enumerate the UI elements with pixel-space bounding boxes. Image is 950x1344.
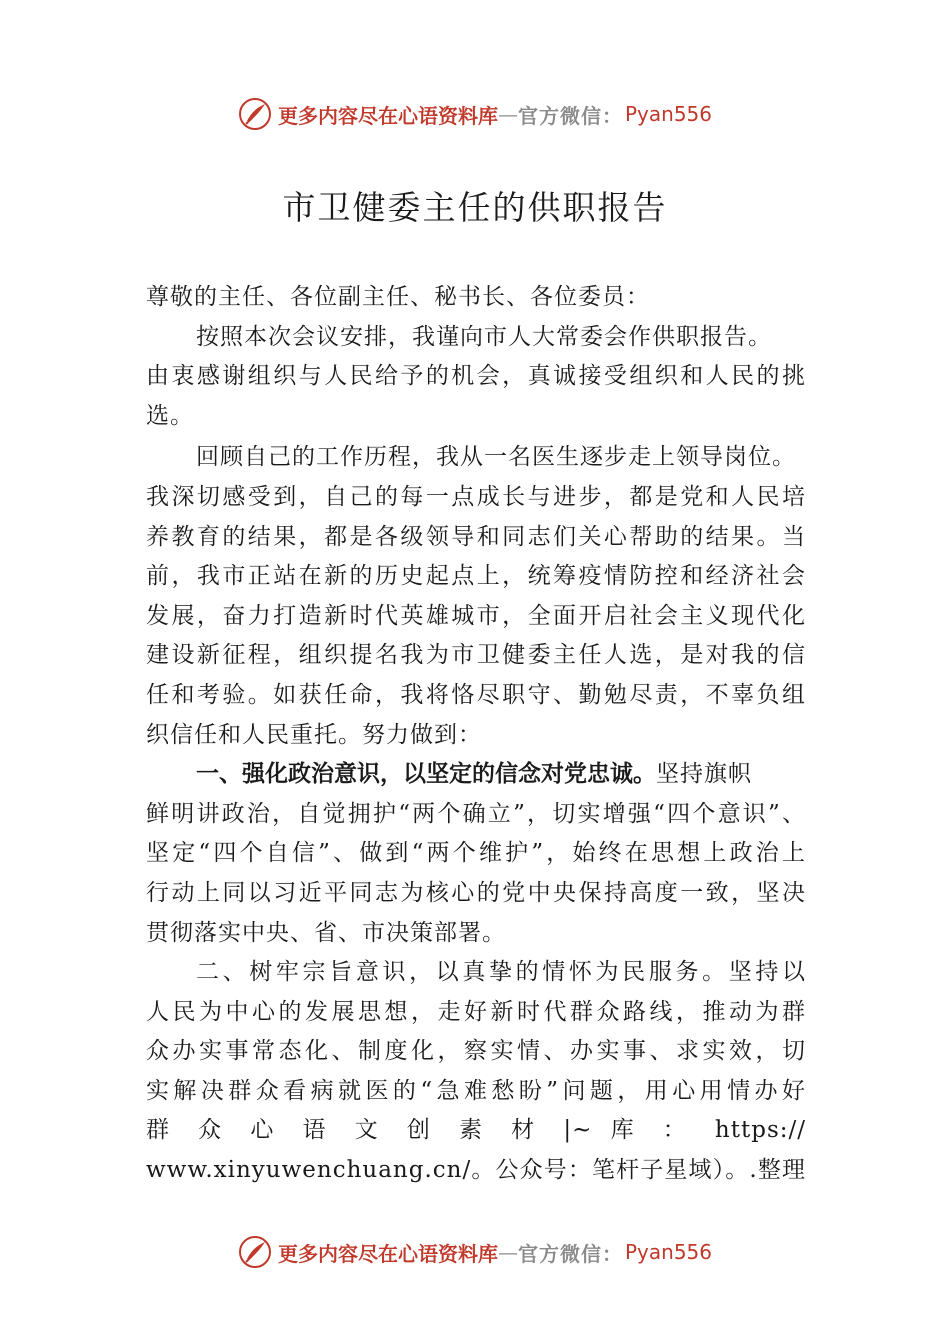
body-line: 众办实事常态化、制度化，察实情、办实事、求实效，切 — [146, 1038, 806, 1065]
body-line: 回顾自己的工作历程，我从一名医生逐步走上领导岗位。 — [196, 444, 796, 471]
quill-logo-icon — [238, 1235, 272, 1269]
salutation-line: 尊敬的主任、各位副主任、秘书长、各位委员： — [146, 284, 650, 310]
body-line: 建设新征程，组织提名我为市卫健委主任人选，是对我的信 — [146, 642, 806, 669]
section-one-heading: 一、强化政治意识，以坚定的信念对党忠诚。 — [196, 761, 656, 788]
banner-wechat-id: Pyan556 — [624, 1240, 712, 1264]
body-line: 发展，奋力打造新时代英雄城市，全面开启社会主义现代化 — [146, 602, 806, 629]
section-two-line: 二、树牢宗旨意识，以真挚的情怀为民服务。坚持以 — [196, 959, 806, 986]
section-one-lead-text: 坚持旗帜 — [656, 761, 752, 788]
body-line: 前，我市正站在新的历史起点上，统筹疫情防控和经济社会 — [146, 563, 806, 590]
body-line: 我深切感受到，自己的每一点成长与进步，都是党和人民培 — [146, 483, 806, 510]
banner-wechat-label: 官方微信： — [517, 103, 623, 128]
body-line: 由衷感谢组织与人民给予的机会，真诚接受组织和人民的挑 — [146, 363, 806, 390]
banner-wechat-label: 官方微信： — [517, 1241, 623, 1266]
top-banner — [0, 92, 950, 136]
body-line: 行动上同以习近平同志为核心的党中央保持高度一致，坚决 — [146, 879, 806, 906]
watermark-url-line: www.xinyuwenchuang.cn/。公众号：笔杆子星域）。.整理 — [146, 1157, 806, 1184]
body-line: 织信任和人民重托。努力做到： — [146, 721, 482, 748]
bottom-banner — [0, 1230, 950, 1274]
body-line: 鲜明讲政治，自觉拥护“两个确立”，切实增强“四个意识”、 — [146, 800, 806, 827]
banner-slogan: 更多内容尽在心语资料库 — [277, 103, 498, 128]
quill-logo-icon — [238, 97, 272, 131]
document-body — [146, 278, 806, 1191]
document-title: 市卫健委主任的供职报告 — [282, 188, 668, 227]
banner-dash: — — [497, 102, 518, 126]
body-line: 养教育的结果，都是各级领导和同志们关心帮助的结果。当 — [146, 523, 806, 550]
banner-wechat-id: Pyan556 — [624, 102, 712, 126]
banner-dash: — — [497, 1240, 518, 1264]
watermark-source-line: 群 众 心 语 文 创 素 材 |~ 库 ： https:// — [146, 1117, 806, 1144]
body-line: 按照本次会议安排，我谨向市人大常委会作供职报告。 — [196, 323, 772, 350]
body-line: 任和考验。如获任命，我将恪尽职守、勤勉尽责，不辜负组 — [146, 681, 806, 708]
body-line: 坚定“四个自信”、做到“两个维护”，始终在思想上政治上 — [146, 840, 806, 867]
body-line: 选。 — [146, 402, 194, 429]
body-line: 实解决群众看病就医的“急难愁盼”问题，用心用情办好 — [146, 1077, 806, 1104]
banner-slogan: 更多内容尽在心语资料库 — [277, 1241, 498, 1266]
body-line: 贯彻落实中央、省、市决策部署。 — [146, 919, 506, 946]
body-line: 人民为中心的发展思想，走好新时代群众路线，推动为群 — [146, 998, 806, 1025]
section-one-line — [146, 755, 806, 795]
